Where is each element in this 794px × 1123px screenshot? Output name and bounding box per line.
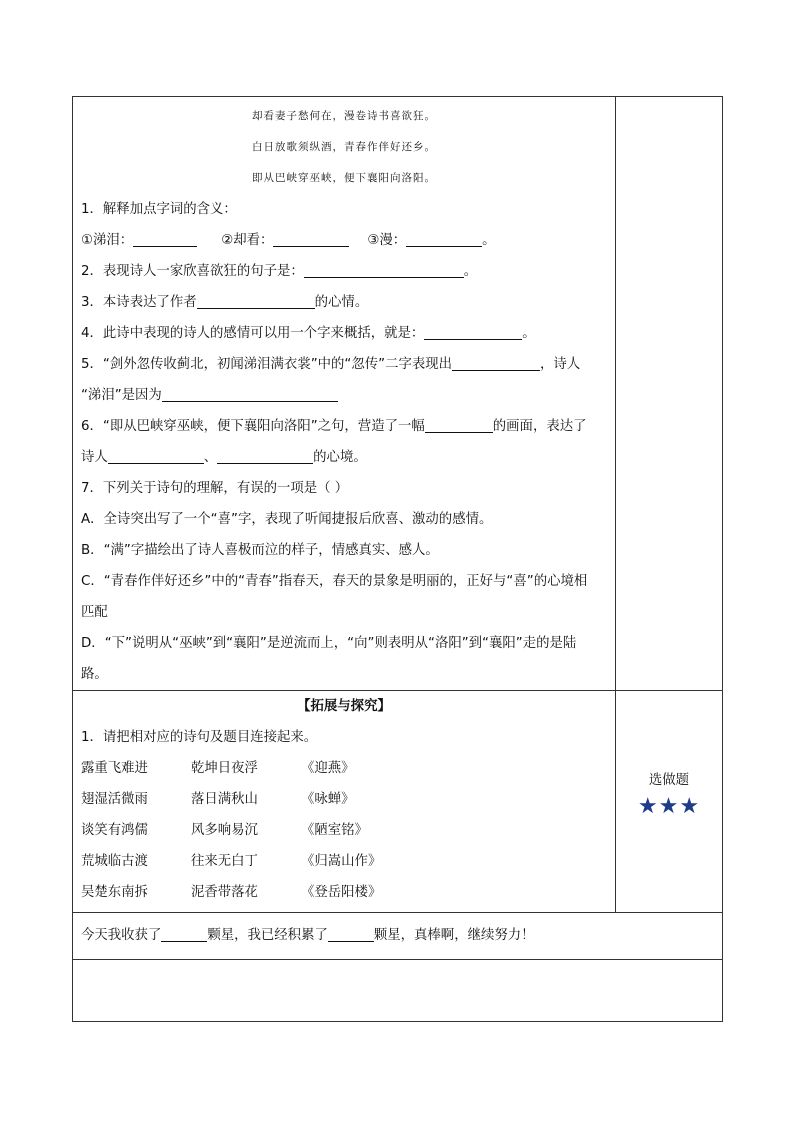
worksheet: [72, 96, 722, 1022]
question-text: 6．“即从巴峡穿巫峡，便下襄阳向洛阳”之句，营造了一幅: [81, 419, 425, 434]
punctuation: 。: [482, 233, 496, 248]
question-text: 2．表现诗人一家欣喜欲狂的句子是：: [81, 264, 304, 279]
question-text: 3．本诗表达了作者: [81, 295, 197, 310]
star-rating-icon: ★★★: [637, 794, 701, 819]
question-1: 1．解释加点字词的含义：: [81, 202, 237, 217]
answer-blank[interactable]: [162, 384, 338, 402]
match-line-1[interactable]: 翅湿活微雨: [81, 792, 148, 807]
footer-cell: [73, 913, 723, 960]
answer-blank[interactable]: [133, 229, 197, 247]
optional-cell: [616, 691, 723, 913]
poem-text: [81, 101, 607, 194]
option-c-cont: 匹配: [81, 605, 108, 620]
q1-item-b: ②却看：: [221, 233, 274, 248]
match-row: [81, 815, 607, 846]
footer-text: [73, 913, 722, 959]
match-line-1[interactable]: 露重飞难进: [81, 761, 148, 776]
match-row: [81, 877, 607, 908]
worksheet-table: [72, 96, 723, 1022]
match-line-2[interactable]: 风多响易沉: [191, 823, 258, 838]
match-line-1[interactable]: 谈笑有鸿儒: [81, 823, 148, 838]
footer-part: 今天我收获了: [81, 928, 162, 943]
section-title: 【拓展与探究】: [297, 699, 391, 714]
answer-blank[interactable]: [452, 353, 540, 371]
question-text: 5．“剑外忽传收蓟北，初闻涕泪满衣裳”中的“忽传”二字表现出: [81, 357, 453, 372]
footer-part: 颗星，我已经积累了: [207, 928, 328, 943]
question-6-cont: [81, 442, 607, 473]
question-5-cont: [81, 380, 607, 411]
poem-line: 白日放歌须纵酒，青春作伴好还乡。: [252, 141, 436, 153]
side-cell-empty: [616, 97, 723, 691]
option-c: C．“青春作伴好还乡”中的“青春”指春天，春天的景象是明丽的，正好与“喜”的心境相: [81, 574, 588, 589]
q1-item-c: ③漫：: [367, 233, 407, 248]
extension-instruction: 1．请把相对应的诗句及题目连接起来。: [81, 730, 318, 745]
answer-blank[interactable]: [273, 229, 349, 247]
match-title[interactable]: 《归嵩山作》: [301, 854, 382, 869]
match-line-2[interactable]: 泥香带落花: [191, 885, 258, 900]
match-title[interactable]: 《咏蝉》: [301, 792, 355, 807]
question-text: 的心情。: [314, 295, 369, 310]
match-line-2[interactable]: 往来无白丁: [191, 854, 258, 869]
option-d-cont: 路。: [81, 667, 108, 682]
match-row: [81, 846, 607, 877]
question-text: 诗人: [81, 450, 108, 465]
match-line-2[interactable]: 落日满秋山: [191, 792, 258, 807]
question-7: 7．下列关于诗句的理解，有误的一项是（ ）: [81, 481, 349, 496]
question-text: ，诗人: [540, 357, 581, 372]
star-total-blank[interactable]: [328, 924, 374, 942]
question-text: 的画面，表达了: [492, 419, 587, 434]
match-title[interactable]: 《登岳阳楼》: [301, 885, 382, 900]
question-text: 4．此诗中表现的诗人的感情可以用一个字来概括，就是：: [81, 326, 425, 341]
extension-cell: [73, 691, 616, 913]
poem-questions-cell: [73, 97, 616, 691]
footer-part: 颗星，真棒啊，继续努力！: [373, 928, 535, 943]
match-row: [81, 753, 607, 784]
match-line-2[interactable]: 乾坤日夜浮: [191, 761, 258, 776]
empty-cell: [73, 960, 723, 1022]
question-1-blanks: [81, 225, 607, 256]
poem-line: 却看妻子愁何在，漫卷诗书喜欲狂。: [252, 110, 436, 122]
punctuation: 。: [522, 326, 536, 341]
answer-blank[interactable]: [217, 446, 313, 464]
answer-blank[interactable]: [425, 415, 493, 433]
answer-blank[interactable]: [406, 229, 482, 247]
option-b: B．“满”字描绘出了诗人喜极而泣的样子，情感真实、感人。: [81, 543, 439, 558]
poem-line: 即从巴峡穿巫峡，便下襄阳向洛阳。: [252, 172, 436, 184]
answer-blank[interactable]: [304, 260, 464, 278]
question-6: [81, 411, 607, 442]
punctuation: 。: [463, 264, 478, 279]
option-a: A．全诗突出写了一个“喜”字，表现了听闻捷报后欣喜、激动的感情。: [81, 512, 493, 527]
question-2: [81, 256, 607, 287]
match-line-1[interactable]: 吴楚东南拆: [81, 885, 148, 900]
question-3: [81, 287, 607, 318]
star-count-blank[interactable]: [161, 924, 207, 942]
match-title[interactable]: 《陋室铭》: [301, 823, 368, 838]
answer-blank[interactable]: [197, 291, 315, 309]
match-title[interactable]: 《迎燕》: [301, 761, 355, 776]
match-line-1[interactable]: 荒城临古渡: [81, 854, 148, 869]
question-text: 的心境。: [313, 450, 367, 465]
question-text: “涕泪”是因为: [81, 388, 162, 403]
question-4: [81, 318, 607, 349]
punctuation: 、: [203, 450, 218, 465]
answer-blank[interactable]: [424, 322, 522, 340]
answer-blank[interactable]: [108, 446, 204, 464]
match-row: [81, 784, 607, 815]
q1-item-a: ①涕泪：: [81, 233, 134, 248]
option-d: D．“下”说明从“巫峡”到“襄阳”是逆流而上，“向”则表明从“洛阳”到“襄阳”走的是陆: [81, 636, 577, 651]
question-5: [81, 349, 607, 380]
optional-label: 选做题: [648, 773, 690, 788]
